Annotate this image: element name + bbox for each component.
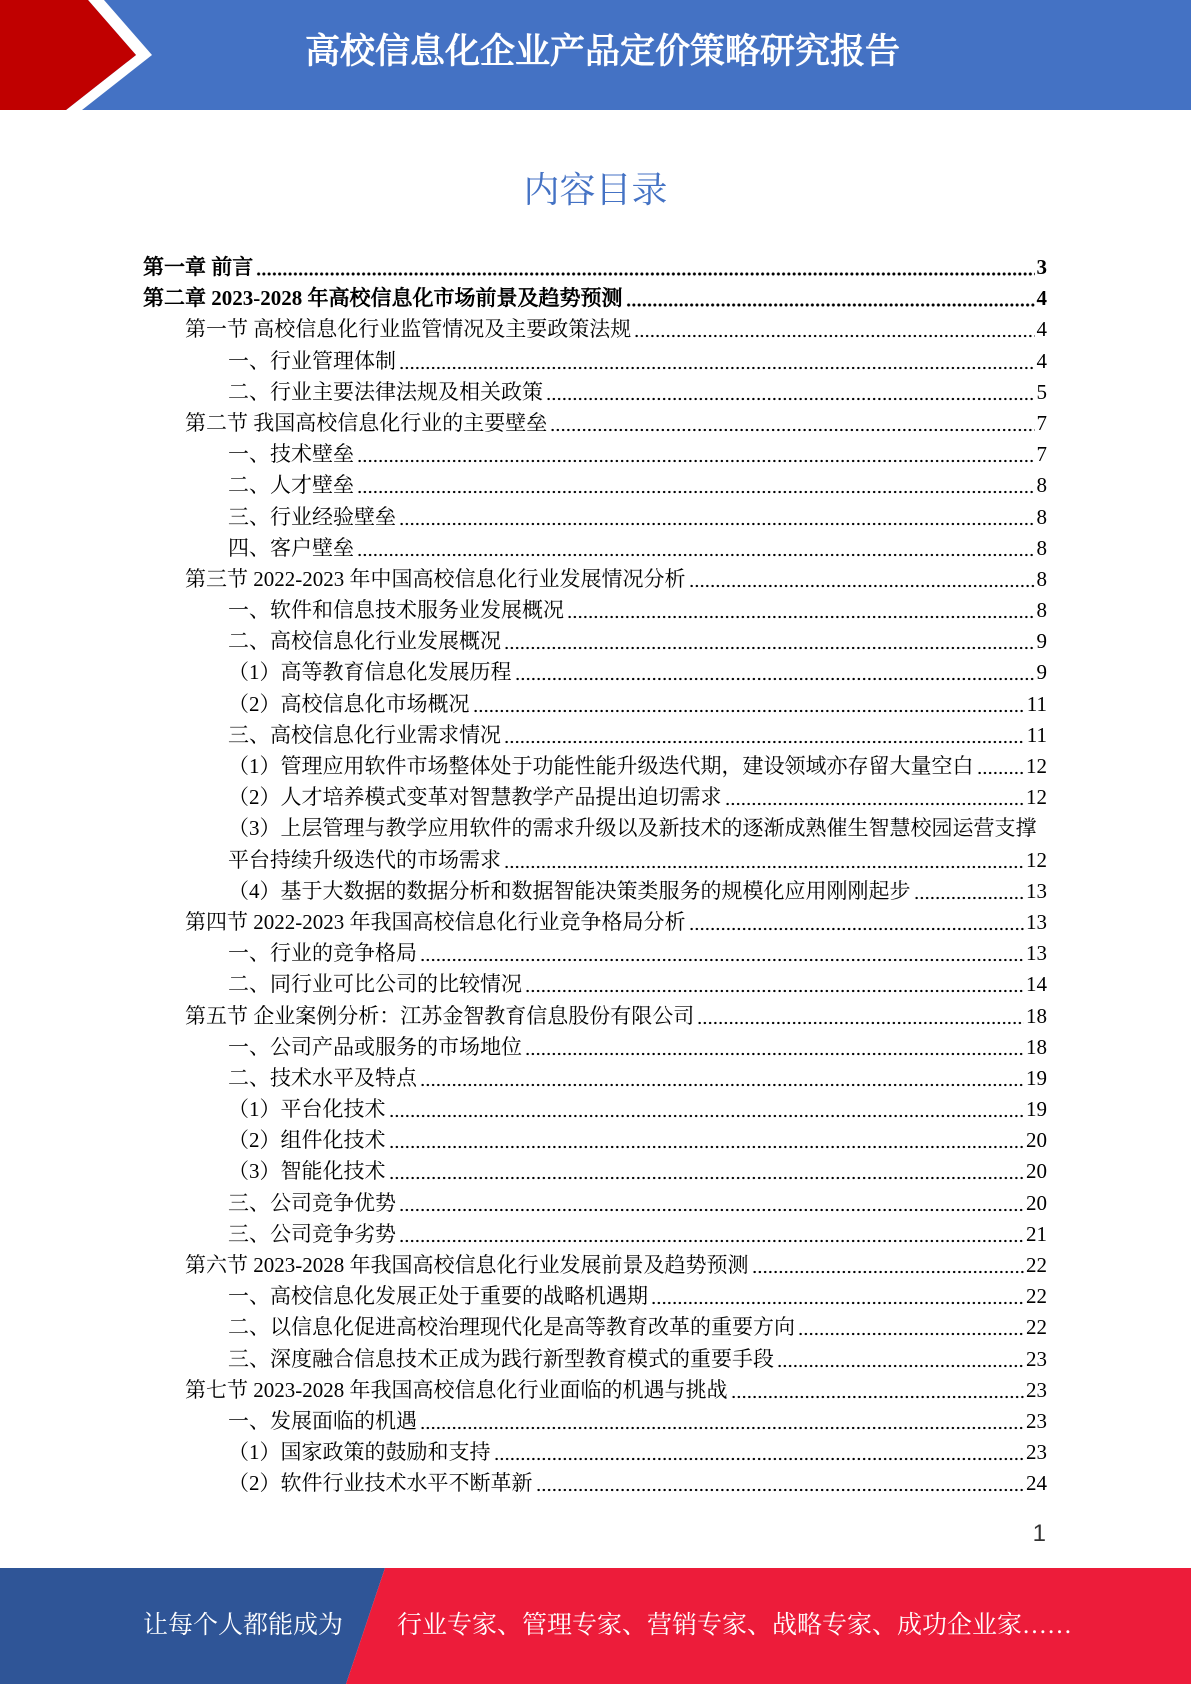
- toc-dot-leader: [420, 1063, 1024, 1094]
- toc-dot-leader: [357, 533, 1035, 564]
- toc-dot-leader: [651, 1281, 1024, 1312]
- toc-entry-first-line: [143, 813, 1047, 844]
- toc-dot-leader: [389, 1094, 1025, 1125]
- toc-entry-title: （3）上层管理与教学应用软件的需求升级以及新技术的逐渐成熟催生智慧校园运营支撑: [228, 816, 1037, 841]
- footer-slogan-lead: 让每个人都能成为: [143, 1612, 344, 1639]
- toc-item-entry-wrapped[interactable]: [143, 813, 1047, 875]
- toc-dot-leader: [914, 876, 1025, 907]
- toc-dot-leader: [725, 782, 1025, 813]
- toc-dot-leader: [389, 1125, 1025, 1156]
- toc-subsection-entry[interactable]: [143, 439, 1047, 470]
- toc-entry-title: （1）管理应用软件市场整体处于功能性能升级迭代期，建设领域亦存留大量空白: [228, 754, 974, 778]
- toc-entry-page-number: 21: [1026, 1221, 1047, 1246]
- toc-dot-leader: [357, 439, 1035, 470]
- toc-dot-leader: [504, 720, 1025, 751]
- toc-entry-title: 一、软件和信息技术服务业发展概况: [228, 598, 564, 623]
- toc-entry-title-continuation: 平台持续升级迭代的市场需求: [228, 847, 501, 872]
- toc-subsection-entry[interactable]: [143, 1406, 1047, 1437]
- table-of-contents: [143, 252, 1047, 1500]
- toc-dot-leader: [525, 1032, 1024, 1063]
- toc-entry-page-number: 18: [1026, 1034, 1047, 1059]
- toc-subsection-entry[interactable]: [143, 1312, 1047, 1343]
- toc-entry-page-number: 4: [1036, 286, 1047, 311]
- toc-subsection-entry[interactable]: [143, 1188, 1047, 1219]
- toc-entry-title: 第七节 2023-2028 年我国高校信息化行业面临的机遇与挑战: [185, 1377, 728, 1402]
- toc-subsection-entry[interactable]: [143, 1344, 1047, 1375]
- toc-dot-leader: [389, 1156, 1025, 1187]
- toc-subsection-entry[interactable]: [143, 533, 1047, 564]
- toc-dot-leader: [626, 283, 1035, 314]
- toc-entry-page-number: 11: [1026, 691, 1047, 716]
- toc-subsection-entry[interactable]: [143, 969, 1047, 1000]
- toc-entry-title: 第四节 2022-2023 年我国高校信息化行业竞争格局分析: [185, 909, 686, 934]
- toc-entry-title: 二、人才壁垒: [228, 473, 354, 498]
- toc-entry-title: （2）人才培养模式变革对智慧教学产品提出迫切需求: [228, 785, 722, 810]
- toc-dot-leader: [504, 626, 1035, 657]
- toc-dot-leader: [399, 1219, 1024, 1250]
- toc-entry-title: 二、高校信息化行业发展概况: [228, 629, 501, 654]
- toc-entry-page-number: 8: [1036, 535, 1047, 560]
- toc-dot-leader: [546, 377, 1035, 408]
- toc-entry-title: （3）智能化技术: [228, 1159, 386, 1184]
- toc-dot-leader: [494, 1437, 1025, 1468]
- toc-dot-leader: [420, 938, 1024, 969]
- toc-subsection-entry[interactable]: [143, 377, 1047, 408]
- toc-subsection-entry[interactable]: [143, 1032, 1047, 1063]
- toc-section-entry[interactable]: [143, 1001, 1047, 1032]
- toc-entry-title: 第三节 2022-2023 年中国高校信息化行业发展情况分析: [185, 566, 686, 591]
- toc-entry-title: 一、公司产品或服务的市场地位: [228, 1034, 522, 1059]
- toc-entry-page-number: 12: [1026, 847, 1047, 872]
- toc-entry-title: 一、高校信息化发展正处于重要的战略机遇期: [228, 1284, 648, 1309]
- toc-dot-leader: [525, 969, 1024, 1000]
- toc-heading: 内容目录: [523, 170, 668, 210]
- toc-entry-title: 四、客户壁垒: [228, 535, 354, 560]
- toc-item-entry[interactable]: [143, 689, 1047, 720]
- toc-entry-title: 第二节 我国高校信息化行业的主要壁垒: [185, 410, 548, 435]
- toc-entry-title: 一、行业管理体制: [228, 348, 396, 373]
- toc-entry-page-number: 13: [1026, 878, 1047, 903]
- toc-dot-leader: [634, 314, 1034, 345]
- toc-entry-page-number: 22: [1026, 1315, 1047, 1340]
- toc-dot-leader: [399, 1188, 1024, 1219]
- toc-dot-leader: [515, 657, 1035, 688]
- toc-dot-leader: [697, 1001, 1024, 1032]
- toc-entry-title: 第二章 2023-2028 年高校信息化市场前景及趋势预测: [143, 286, 623, 311]
- toc-item-entry[interactable]: [143, 1094, 1047, 1125]
- report-title: 高校信息化企业产品定价策略研究报告: [304, 32, 900, 71]
- toc-entry-title: 一、行业的竞争格局: [228, 941, 417, 966]
- toc-dot-leader: [977, 751, 1025, 782]
- toc-entry-page-number: 8: [1036, 598, 1047, 623]
- toc-item-entry[interactable]: [143, 876, 1047, 907]
- toc-item-entry[interactable]: [143, 1468, 1047, 1499]
- toc-subsection-entry[interactable]: [143, 626, 1047, 657]
- toc-entry-page-number: 7: [1036, 442, 1047, 467]
- toc-dot-leader: [536, 1468, 1025, 1499]
- toc-dot-leader: [752, 1250, 1025, 1281]
- toc-dot-leader: [777, 1344, 1024, 1375]
- toc-entry-page-number: 20: [1026, 1159, 1047, 1184]
- toc-dot-leader: [399, 502, 1035, 533]
- toc-entry-title: （1）平台化技术: [228, 1097, 386, 1122]
- toc-entry-page-number: 9: [1036, 629, 1047, 654]
- toc-subsection-entry[interactable]: [143, 1281, 1047, 1312]
- toc-entry-page-number: 12: [1026, 754, 1047, 778]
- toc-entry-title: （2）高校信息化市场概况: [228, 691, 470, 716]
- toc-entry-page-number: 12: [1026, 785, 1047, 810]
- toc-entry-title: 第一章 前言: [143, 255, 254, 279]
- toc-entry-page-number: 18: [1026, 1003, 1047, 1028]
- toc-item-entry[interactable]: [143, 751, 1047, 782]
- toc-entry-title: （1）国家政策的鼓励和支持: [228, 1440, 491, 1465]
- toc-dot-leader: [689, 564, 1035, 595]
- toc-item-entry[interactable]: [143, 1125, 1047, 1156]
- toc-entry-page-number: 23: [1026, 1377, 1047, 1402]
- toc-entry-page-number: 3: [1036, 255, 1047, 279]
- toc-entry-page-number: 23: [1026, 1346, 1047, 1371]
- toc-subsection-entry[interactable]: [143, 1063, 1047, 1094]
- toc-entry-page-number: 8: [1036, 566, 1047, 591]
- toc-entry-page-number: 4: [1036, 317, 1047, 342]
- toc-entry-page-number: 13: [1026, 909, 1047, 934]
- toc-section-entry[interactable]: [143, 907, 1047, 938]
- toc-dot-leader: [504, 845, 1024, 876]
- toc-dot-leader: [731, 1375, 1025, 1406]
- toc-subsection-entry[interactable]: [143, 720, 1047, 751]
- toc-dot-leader: [420, 1406, 1024, 1437]
- toc-dot-leader: [399, 346, 1035, 377]
- toc-subsection-entry[interactable]: [143, 346, 1047, 377]
- toc-dot-leader: [473, 689, 1025, 720]
- toc-entry-title: 三、公司竞争优势: [228, 1190, 396, 1215]
- toc-item-entry[interactable]: [143, 782, 1047, 813]
- toc-entry-continuation-line: [143, 845, 1047, 876]
- page-number: 1: [1032, 1520, 1046, 1547]
- toc-entry-page-number: 9: [1036, 660, 1047, 685]
- toc-entry-page-number: 20: [1026, 1190, 1047, 1215]
- toc-entry-title: 一、发展面临的机遇: [228, 1408, 417, 1433]
- toc-section-entry[interactable]: [143, 1375, 1047, 1406]
- toc-entry-page-number: 20: [1026, 1128, 1047, 1153]
- toc-dot-leader: [550, 408, 1034, 439]
- toc-entry-title: 二、技术水平及特点: [228, 1065, 417, 1090]
- toc-entry-title: 三、深度融合信息技术正成为践行新型教育模式的重要手段: [228, 1346, 774, 1371]
- toc-entry-title: （4）基于大数据的数据分析和数据智能决策类服务的规模化应用刚刚起步: [228, 878, 911, 903]
- toc-entry-page-number: 5: [1036, 379, 1047, 404]
- toc-item-entry[interactable]: [143, 657, 1047, 688]
- toc-entry-page-number: 22: [1026, 1284, 1047, 1309]
- toc-entry-page-number: 4: [1036, 348, 1047, 373]
- toc-entry-page-number: 7: [1036, 410, 1047, 435]
- toc-entry-title: 三、公司竞争劣势: [228, 1221, 396, 1246]
- toc-entry-page-number: 23: [1026, 1440, 1047, 1465]
- toc-section-entry[interactable]: [143, 408, 1047, 439]
- toc-entry-title: 第一节 高校信息化行业监管情况及主要政策法规: [185, 317, 632, 342]
- header-banner: [0, 0, 1191, 110]
- toc-subsection-entry[interactable]: [143, 470, 1047, 501]
- toc-chapter-entry[interactable]: [143, 283, 1047, 314]
- toc-chapter-entry[interactable]: [143, 252, 1047, 283]
- footer-slogan-roles: 行业专家、管理专家、营销专家、战略专家、成功企业家……: [397, 1612, 1073, 1639]
- toc-entry-page-number: 14: [1026, 972, 1047, 997]
- toc-dot-leader: [798, 1312, 1024, 1343]
- toc-entry-title: 二、行业主要法律法规及相关政策: [228, 379, 543, 404]
- toc-entry-title: 二、同行业可比公司的比较情况: [228, 972, 522, 997]
- toc-section-entry[interactable]: [143, 1250, 1047, 1281]
- toc-entry-title: 二、以信息化促进高校治理现代化是高等教育改革的重要方向: [228, 1315, 795, 1340]
- toc-subsection-entry[interactable]: [143, 938, 1047, 969]
- toc-section-entry[interactable]: [143, 314, 1047, 345]
- toc-entry-title: 三、高校信息化行业需求情况: [228, 722, 501, 747]
- toc-entry-page-number: 24: [1026, 1471, 1047, 1496]
- toc-entry-title: （1）高等教育信息化发展历程: [228, 660, 512, 685]
- toc-entry-page-number: 19: [1026, 1065, 1047, 1090]
- toc-subsection-entry[interactable]: [143, 1219, 1047, 1250]
- toc-entry-title: （2）组件化技术: [228, 1128, 386, 1153]
- toc-dot-leader: [567, 595, 1035, 626]
- toc-subsection-entry[interactable]: [143, 595, 1047, 626]
- toc-dot-leader: [357, 470, 1035, 501]
- toc-entry-page-number: 11: [1026, 722, 1047, 747]
- toc-dot-leader: [256, 252, 1034, 283]
- toc-entry-page-number: 13: [1026, 941, 1047, 966]
- toc-entry-page-number: 23: [1026, 1408, 1047, 1433]
- toc-entry-title: （2）软件行业技术水平不断革新: [228, 1471, 533, 1496]
- footer-banner: [0, 1568, 1191, 1684]
- toc-section-entry[interactable]: [143, 564, 1047, 595]
- toc-entry-title: 一、技术壁垒: [228, 442, 354, 467]
- toc-entry-page-number: 8: [1036, 473, 1047, 498]
- toc-item-entry[interactable]: [143, 1437, 1047, 1468]
- toc-item-entry[interactable]: [143, 1156, 1047, 1187]
- toc-entry-title: 第六节 2023-2028 年我国高校信息化行业发展前景及趋势预测: [185, 1253, 749, 1277]
- toc-entry-page-number: 19: [1026, 1097, 1047, 1122]
- toc-dot-leader: [689, 907, 1025, 938]
- toc-subsection-entry[interactable]: [143, 502, 1047, 533]
- toc-entry-title: 三、行业经验壁垒: [228, 504, 396, 529]
- toc-entry-page-number: 22: [1026, 1253, 1047, 1277]
- toc-entry-title: 第五节 企业案例分析：江苏金智教育信息股份有限公司: [185, 1003, 695, 1028]
- toc-entry-page-number: 8: [1036, 504, 1047, 529]
